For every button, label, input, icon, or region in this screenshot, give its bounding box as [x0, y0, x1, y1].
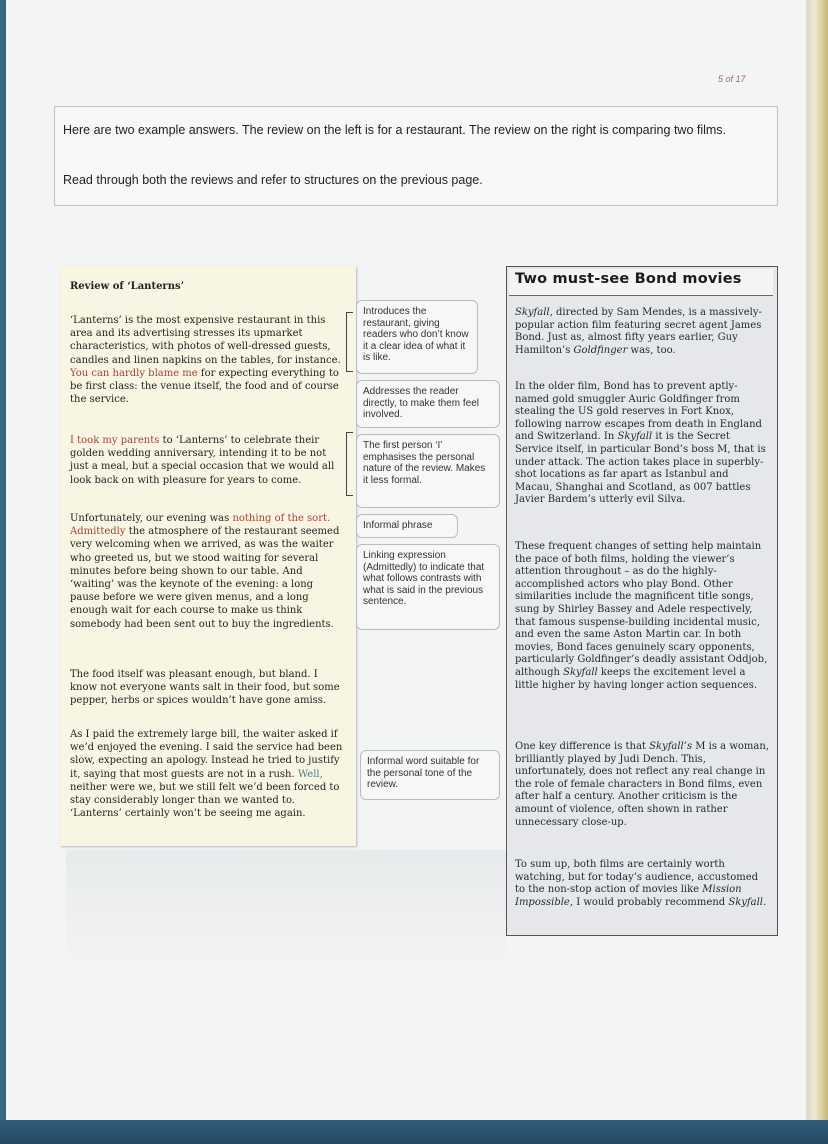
- film-title: Skyfall’s: [649, 741, 693, 752]
- highlight-phrase: Well,: [297, 768, 323, 780]
- text: was, too.: [627, 344, 676, 356]
- highlight-phrase: nothing of the sort. Admittedly: [70, 513, 331, 538]
- show-through-shading: [66, 850, 506, 970]
- text: keeps the excitement level a little higher by having longer action sequences.: [515, 666, 758, 691]
- text: As I paid the extremely large bill, the waiter asked if we’d enjoyed the evening. I said the service had been slow, expecting an apology. Instead he tried to justify it, saying that most guests are not in a rush.: [70, 729, 343, 780]
- restaurant-review-paragraph-3: [70, 512, 346, 631]
- annotation-linking-expression: Linking expression (Admittedly) to indicate that what follows contrasts with what is said in the previous sentence.: [356, 544, 500, 630]
- text: it is the Secret Service itself, in particular Bond’s boss M, that is under attack. The action takes place in superbly-shot locations as far apart as Istanbul and Macau, Shanghai and Scotland, as 007 battles Javier Bardem’s utterly evil Silva.: [515, 431, 766, 506]
- text: One key difference is that: [515, 741, 650, 752]
- text: These frequent changes of setting help maintain the pace of both films, holding the viewer’s attention throughout – as do the highly-accomplished actors who play Bond. Other similarities include the magnificent title songs, sung by Shirley Bassey and Adele respectively, that famous suspense-building incidental music, and even the same Aston Martin car. In both movies, Bond faces genuinely scary opponents, particularly Goldfinger’s deadly assistant Oddjob, although: [515, 541, 768, 678]
- text: directed by Sam Mendes, is a massively-popular action film featuring secret agent James Bond. Just as, almost fifty years earlier, Guy Hamilton’s: [515, 307, 762, 356]
- text: To sum up, both films are certainly worth watching, but for today’s audience, accustomed to the non-stop action of movies like: [515, 859, 759, 896]
- restaurant-review-paragraph-2: [70, 434, 346, 487]
- instructions-box: [54, 106, 778, 206]
- film-title: Skyfall.: [728, 896, 767, 908]
- film-title: Goldfinger: [573, 344, 628, 356]
- text: neither were we, but we still felt we’d been forced to stay considerably longer than we wanted to. ‘Lanterns’ certainly won’t be seeing me again.: [70, 781, 340, 820]
- restaurant-review-paragraph-1: [70, 314, 346, 406]
- text: M is a woman, brilliantly played by Judi Dench. This, unfortunately, does not reflect any real change in the role of female characters in Bond films, even after half a century. Another criticism is the amount of violence, often shown in rather unnecessary close-up.: [515, 741, 769, 828]
- highlight-phrase: You can hardly blame me: [70, 367, 198, 379]
- annotation-first-person: The first person ‘I’ emphasises the personal nature of the review. Makes it less formal.: [356, 434, 500, 508]
- text: In the older film, Bond has to prevent aptly-named gold smuggler Auric Goldfinger from stealing the US gold reserves in Fort Knox, following narrow escapes from death in England and Switzerland. In: [515, 381, 762, 443]
- page-stack-edge: [806, 0, 828, 1144]
- annotation-informal-phrase: Informal phrase: [356, 514, 458, 538]
- text: for expecting everything to be first class: the venue itself, the food and of course the service.: [70, 367, 339, 406]
- instruction-line-2: Read through both the reviews and refer to structures on the previous page.: [63, 173, 483, 187]
- instruction-line-1: Here are two example answers. The review on the left is for a restaurant. The review on the right is comparing two films.: [63, 123, 727, 137]
- annotation-bracket: [346, 432, 353, 496]
- restaurant-review: [60, 266, 356, 846]
- film-review-paragraph-3: [515, 541, 769, 692]
- annotation-informal-word: Informal word suitable for the personal tone of the review.: [360, 750, 500, 800]
- page-number: 5 of 17: [718, 74, 746, 84]
- desk-surface: [0, 1120, 828, 1144]
- film-title: Skyfall: [617, 431, 653, 443]
- film-review-paragraph-1: [515, 307, 769, 357]
- highlight-phrase: I took my parents: [70, 435, 160, 446]
- film-review: [506, 266, 778, 936]
- text: I would probably recommend: [573, 896, 729, 908]
- restaurant-review-title: Review of ‘Lanterns’: [70, 281, 185, 292]
- worksheet-page: [6, 0, 806, 1144]
- annotation-addresses-reader: Addresses the reader directly, to make them feel involved.: [356, 380, 500, 428]
- film-review-paragraph-2: [515, 381, 769, 507]
- annotation-bracket: [346, 312, 353, 372]
- film-review-header: [509, 269, 773, 296]
- annotation-introduces-restaurant: Introduces the restaurant, giving readers who don’t know it a clear idea of what it is like.: [356, 300, 478, 374]
- text: to ‘Lanterns’ to celebrate their golden wedding anniversary, intending it to be not just a meal, but a special occasion that we would all look back on with pleasure for years to come.: [70, 435, 335, 486]
- film-review-paragraph-5: [515, 859, 769, 909]
- film-title: Mission Impossible,: [515, 884, 742, 908]
- film-review-paragraph-4: [515, 741, 769, 829]
- film-title: Skyfall: [563, 666, 598, 678]
- restaurant-review-paragraph-5: [70, 728, 346, 820]
- film-review-title: Two must-see Bond movies: [515, 271, 742, 287]
- text: the atmosphere of the restaurant seemed very welcoming when we arrived, as was the waiter who greeted us, but we stood waiting for several minutes before being shown to our table. And ‘waiting’ was the keynote of the evening: a long pause before we were given menus, and a long enough wait for each course to make us think somebody had been sent out to buy the ingredients.: [70, 526, 340, 630]
- restaurant-review-paragraph-4: The food itself was pleasant enough, but bland. I know not everyone wants salt in their food, but some pepper, herbs or spices wouldn’t have gone amiss.: [70, 669, 340, 707]
- text: ‘Lanterns’ is the most expensive restaurant in this area and its advertising stresses its upmarket characteristics, with photos of well-dressed guests, candles and linen napkins on the tables, for instance.: [70, 315, 341, 366]
- text: Unfortunately, our evening was: [70, 513, 233, 524]
- film-title: Skyfall,: [515, 307, 553, 318]
